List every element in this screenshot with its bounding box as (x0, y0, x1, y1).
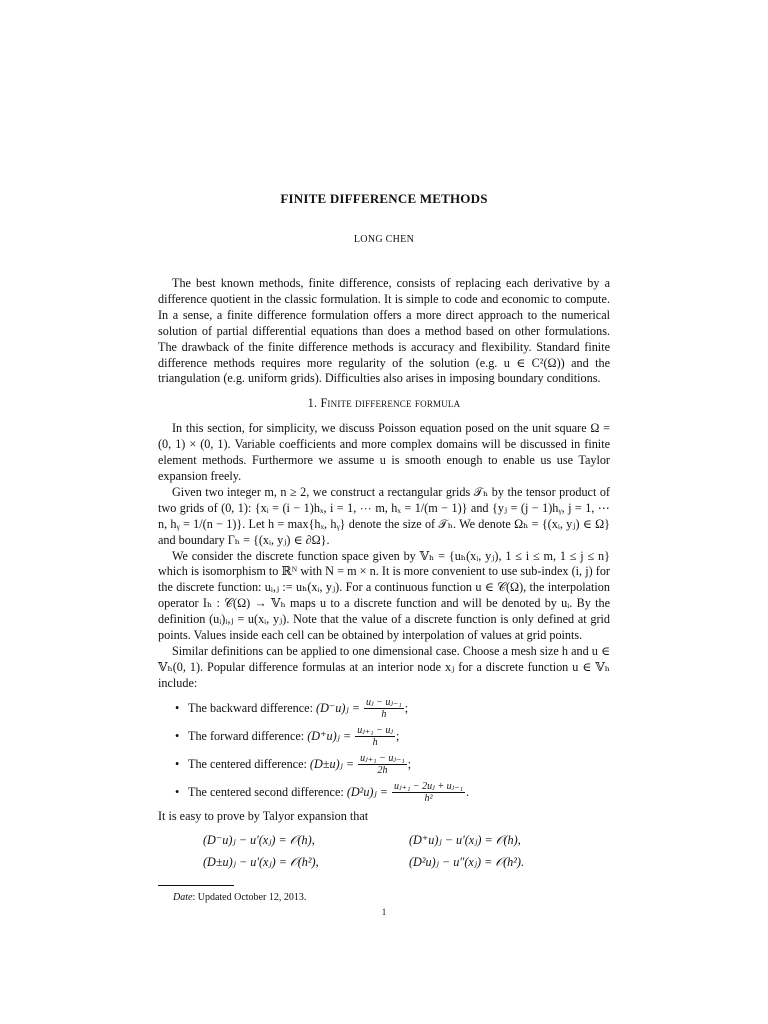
formula-fraction (355, 725, 395, 748)
section-heading (158, 396, 610, 412)
formula-end: ; (396, 728, 400, 743)
footnote (173, 892, 306, 903)
footnote-text: : Updated October 12, 2013. (192, 892, 307, 903)
paper-title: FINITE DIFFERENCE METHODS (280, 191, 488, 206)
page-number: 1 (381, 907, 387, 917)
abstract-paragraph: The best known methods, finite difference, consists of replacing each derivative by a difference quotient in the classic formulation. It is simple to code and economic to compute. In a sense, a finite difference formulation offers a more direct approach to the numerical solution of partial differential equations than does a method based on other formulations. The drawback of the finite difference methods is accuracy and flexibility. Standard finite difference methods requires more regularity of the solution (e.g. u ∈ C²(Ω)) and the triangulation (e.g. uniform grids). Difficulties also arises in imposing boundary conditions. (158, 276, 610, 386)
fraction-numerator: uⱼ₊₁ − uⱼ₋₁ (360, 753, 405, 765)
fraction-denominator: h² (424, 793, 433, 805)
list-item-centered-second (175, 778, 610, 806)
formula-label: The centered second difference: (188, 784, 344, 799)
bullet-icon: • (175, 784, 180, 799)
list-item-centered (175, 750, 610, 778)
paragraph-poisson: In this section, for simplicity, we discuss Poisson equation posed on the unit square Ω = (0, 1) × (0, 1). Variable coefficients and more complex domains will be discussed in finite element methods. Furthermore we assume u is smooth enough to enable us use Taylor expansion freely. (158, 421, 610, 483)
bullet-icon: • (175, 756, 180, 771)
bullet-icon: • (175, 728, 180, 743)
section-title: Finite difference formula (320, 396, 461, 411)
formula-lhs: (D⁺u)ⱼ = (307, 728, 352, 743)
taylor-estimates (203, 829, 610, 873)
formula-end: ; (404, 700, 409, 715)
fraction-numerator: uⱼ − uⱼ₋₁ (366, 697, 402, 709)
estimate-forward: (D⁺u)ⱼ − u′(xⱼ) = 𝒪(h), (409, 832, 521, 847)
estimate-second: (D²u)ⱼ − u″(xⱼ) = 𝒪(h²). (409, 854, 525, 869)
formula-lhs: (D⁻u)ⱼ = (316, 700, 360, 715)
formula-fraction (392, 781, 465, 804)
paragraph-one-dimension: Similar definitions can be applied to one dimensional case. Choose a mesh size h and u ∈ 𝕍ₕ(0, 1). Popular difference formulas at an interior node xⱼ for a discrete function u ∈ 𝕍ₕ include: (158, 643, 610, 690)
footnote-label: Date (173, 892, 193, 903)
formula-end: . (465, 784, 470, 799)
fraction-numerator: uⱼ₊₁ − uⱼ (357, 725, 393, 737)
fraction-numerator: uⱼ₊₁ − 2uⱼ + uⱼ₋₁ (394, 781, 463, 793)
formula-fraction (364, 697, 404, 720)
body-text (158, 276, 610, 873)
bullet-icon: • (175, 700, 180, 715)
fraction-denominator: h (381, 709, 387, 721)
difference-formula-list (158, 694, 610, 806)
formula-fraction (358, 753, 407, 776)
estimate-backward: (D⁻u)ⱼ − u′(xⱼ) = 𝒪(h), (203, 832, 315, 847)
formula-lhs: (D²u)ⱼ = (346, 784, 388, 799)
list-item-backward (175, 694, 610, 722)
formula-lhs: (D±u)ⱼ = (309, 756, 355, 771)
paragraph-function-space: We consider the discrete function space given by 𝕍ₕ = {uₕ(xᵢ, yⱼ), 1 ≤ i ≤ m, 1 ≤ j ≤ n} which is isomorphism to ℝᴺ with N = m × n. It is more convenient to use sub-index (i, j) for the discrete function: uᵢ,ⱼ := uₕ(xᵢ, yⱼ). For a continuous function u ∈ 𝒞(Ω), the interpolation operator Iₕ : 𝒞(Ω) → 𝕍ₕ maps u to a discrete function and will be denoted by uᵢ. By the definition (uᵢ)ᵢ,ⱼ = u(xᵢ, yⱼ). Note that the value of a discrete function is only defined at grid points. Values inside each cell can be obtained by interpolation of values at grid points. (158, 548, 610, 643)
estimate-centered: (D±u)ⱼ − u′(xⱼ) = 𝒪(h²), (203, 854, 319, 869)
author-name: LONG CHEN (353, 234, 415, 245)
formula-label: The centered difference: (188, 756, 307, 771)
section-number: 1. (307, 396, 318, 411)
list-item-forward (175, 722, 610, 750)
formula-label: The backward difference: (188, 700, 313, 715)
fraction-denominator: 2h (377, 765, 388, 777)
formula-end: ; (407, 756, 412, 771)
taylor-intro: It is easy to prove by Talyor expansion that (158, 808, 369, 823)
paragraph-grids: Given two integer m, n ≥ 2, we construct a rectangular grids 𝒯ₕ by the tensor product of two grids of (0, 1): {xᵢ = (i − 1)hₓ, i = 1, ⋯ m, hₓ = 1/(m − 1)} and {yⱼ = (j − 1)hᵧ, j = 1, ⋯ n, hᵧ = 1/(n − 1)}. Let h = max{hₓ, hᵧ} denote the size of 𝒯ₕ. We denote Ωₕ = {(xᵢ, yⱼ) ∈ Ω} and boundary Γₕ = {(xᵢ, yⱼ) ∈ ∂Ω}. (158, 484, 610, 547)
footnote-rule (158, 885, 234, 886)
formula-label: The forward difference: (188, 728, 305, 743)
fraction-denominator: h (372, 737, 378, 749)
